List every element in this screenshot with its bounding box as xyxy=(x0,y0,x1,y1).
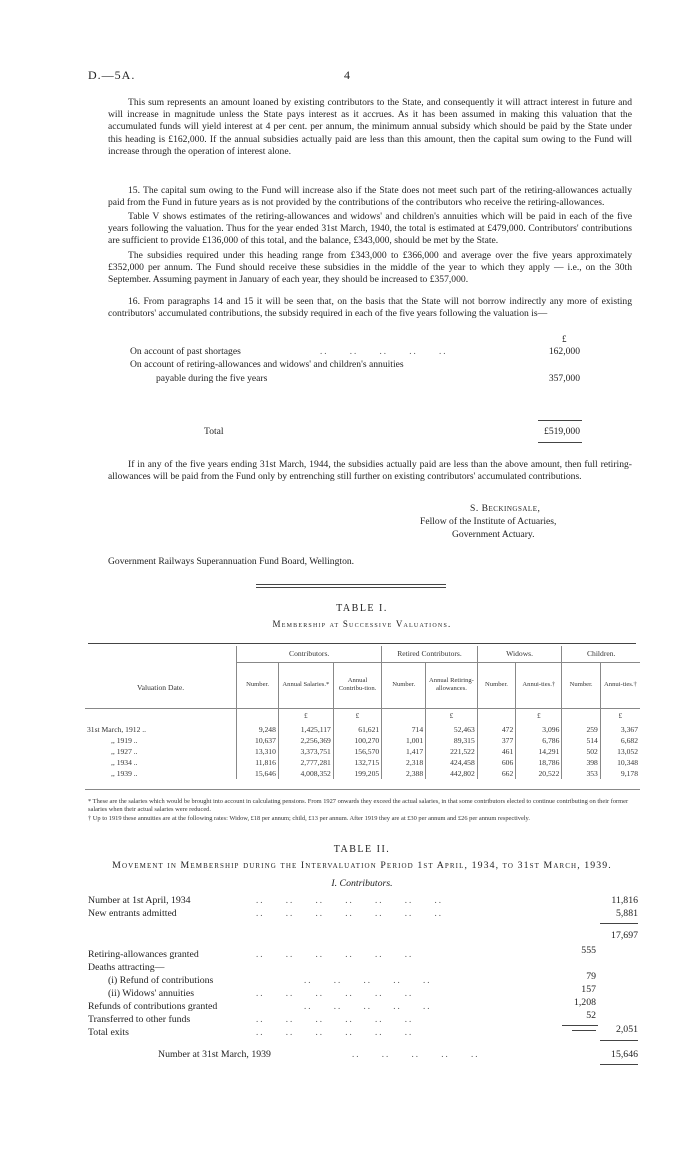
cell-children-annuities: 10,348 xyxy=(600,757,640,768)
cell-children-number: 398 xyxy=(562,757,600,768)
subsidy-row-past-shortages xyxy=(130,346,580,358)
cell-contributors-number: 9,248 xyxy=(237,724,279,735)
exits-dash xyxy=(572,1030,596,1031)
line-new-value: 5,881 xyxy=(615,908,638,919)
cell-widows-annuities: 14,291 xyxy=(516,746,562,757)
table-row xyxy=(85,768,640,779)
cell-children-annuities: 13,052 xyxy=(600,746,640,757)
subhead-number: Number. xyxy=(562,662,600,708)
line-end-label: Number at 31st March, 1939 xyxy=(158,1049,271,1060)
dot-leader: .. .. .. .. .. .. xyxy=(256,988,414,998)
cell-widows-number: 461 xyxy=(477,746,515,757)
dot-leader: .. .. .. .. .. .. xyxy=(256,1014,414,1024)
cell-contributions: 132,715 xyxy=(333,757,381,768)
cell-contributions: 199,205 xyxy=(333,768,381,779)
unit-label: £ xyxy=(516,708,562,724)
cell-children-annuities: 9,178 xyxy=(600,768,640,779)
subsidy-row-label: On account of retiring-allowances and widows' and children's annuities xyxy=(130,359,404,370)
currency-symbol: £ xyxy=(562,334,567,344)
section-divider xyxy=(256,587,446,588)
board-address: Government Railways Superannuation Fund Board, Wellington. xyxy=(108,556,355,567)
line-retiring-value: 555 xyxy=(581,945,596,956)
line-widows-label: (ii) Widows' annuities xyxy=(108,988,195,999)
cell-retiring-allowances: 442,802 xyxy=(426,768,478,779)
table-row xyxy=(85,757,640,768)
cell-contributions: 100,270 xyxy=(333,735,381,746)
line-new-label: New entrants admitted xyxy=(88,908,177,919)
table2-title: TABLE II. xyxy=(333,844,391,855)
cell-widows-annuities: 3,096 xyxy=(516,724,562,735)
subsidy-row-value: 162,000 xyxy=(548,346,580,357)
cell-salaries: 1,425,117 xyxy=(278,724,333,735)
cell-contributions: 61,621 xyxy=(333,724,381,735)
dot-leader: .. .. .. .. .. .. .. xyxy=(256,908,443,918)
exits-rule xyxy=(562,1025,598,1026)
line-refund-label: (i) Refund of contributions xyxy=(108,975,214,986)
total-rule xyxy=(538,420,582,421)
cell-contributors-number: 11,816 xyxy=(237,757,279,768)
subhead-number: Number. xyxy=(382,662,426,708)
table1-title: TABLE I. xyxy=(336,603,388,614)
subsidy-row-label-cont: payable during the five years xyxy=(156,373,268,384)
cell-widows-number: 662 xyxy=(477,768,515,779)
line-refund-value: 79 xyxy=(586,971,596,982)
cell-widows-annuities: 20,522 xyxy=(516,768,562,779)
line-exits-label: Total exits xyxy=(88,1027,129,1038)
table-row xyxy=(85,746,640,757)
subhead-annual-contribution: Annual Contribu-tion. xyxy=(333,662,381,708)
line-end-value: 15,646 xyxy=(611,1049,638,1060)
cell-salaries: 2,256,369 xyxy=(278,735,333,746)
dot-leader: .. .. .. .. .. xyxy=(304,975,432,985)
cell-children-number: 514 xyxy=(562,735,600,746)
paragraph-15: 15. The capital sum owing to the Fund will increase also if the State does not meet such part of the retiring-allowances actually paid from the Fund in future years as is not provided by the contributions of the contributors who receive the retiring-allowances. xyxy=(108,185,632,209)
cell-children-annuities: 3,367 xyxy=(600,724,640,735)
cell-retired-number: 714 xyxy=(382,724,426,735)
subhead-annual-retiring: Annual Retiring-allowances. xyxy=(426,662,478,708)
cell-widows-annuities: 18,786 xyxy=(516,757,562,768)
line-deaths-label: Deaths attracting— xyxy=(88,962,165,973)
line-subtotal-value: 17,697 xyxy=(611,930,638,941)
cell-widows-number: 472 xyxy=(477,724,515,735)
dot-leader: .. .. .. .. .. .. xyxy=(256,1027,414,1037)
row-date: ,, 1934 .. xyxy=(111,758,138,767)
row-date: ,, 1939 .. xyxy=(111,769,138,778)
subsidy-row-retiring-cont xyxy=(130,373,580,385)
line-transfer-label: Transferred to other funds xyxy=(88,1014,191,1025)
cell-retiring-allowances: 89,315 xyxy=(426,735,478,746)
paragraph-subsidies: The subsidies required under this heading range from £343,000 to £366,000 and average over the five years approximately £352,000 per annum. The Fund should receive these subsidies in the middle of the year to which they apply — i.e., on the 30th September. Assuming payment in January of each year, they should be increased to £357,000. xyxy=(108,250,632,286)
subsidy-row-value: 357,000 xyxy=(548,373,580,384)
cell-contributions: 156,570 xyxy=(333,746,381,757)
group-contributors: Contributors. xyxy=(237,646,382,662)
table1-top-rule xyxy=(88,643,636,644)
cell-retiring-allowances: 52,463 xyxy=(426,724,478,735)
subsidy-row-label: On account of past shortages xyxy=(130,346,241,357)
end-rule-bottom xyxy=(600,1064,638,1065)
subhead-number: Number. xyxy=(477,662,515,708)
cell-contributors-number: 15,646 xyxy=(237,768,279,779)
table1-subtitle: Membership at Successive Valuations. xyxy=(272,619,452,629)
footnote-annuities: † Up to 1919 these annuities are at the following rates: Widow, £18 per annum; child, £13 per annum. After 1919 they are at £30 per annum and £26 per annum respectively. xyxy=(88,815,530,822)
cell-children-annuities: 6,682 xyxy=(600,735,640,746)
line-refunds-value: 1,208 xyxy=(573,997,596,1008)
signature-title: Fellow of the Institute of Actuaries, xyxy=(420,516,557,527)
col-valuation-date: Valuation Date. xyxy=(136,683,185,693)
group-retired: Retired Contributors. xyxy=(382,646,478,662)
line-refunds-label: Refunds of contributions granted xyxy=(88,1001,218,1012)
cell-retired-number: 1,417 xyxy=(382,746,426,757)
total-rule-bottom xyxy=(538,442,582,443)
cell-widows-number: 606 xyxy=(477,757,515,768)
subsidy-total xyxy=(130,426,580,438)
cell-retiring-allowances: 221,522 xyxy=(426,746,478,757)
paragraph-16: 16. From paragraphs 14 and 15 it will be seen that, on the basis that the State will not borrow indirectly any more of existing contributors' accumulated contributions, the subsidy required in each of the five years following the valuation is— xyxy=(108,296,632,320)
subsidy-total-label: Total xyxy=(204,426,224,437)
unit-label: £ xyxy=(600,708,640,724)
paragraph-conclusion: If in any of the five years ending 31st March, 1944, the subsidies actually paid are less than the above amount, then full retiring-allowances will be paid from the Fund only by entrenching still further on existing contributors' accumulated contributions. xyxy=(108,459,632,483)
table-row xyxy=(85,724,640,735)
table2-subtitle: Movement in Membership during the Intervaluation Period 1st April, 1934, to 31st March, 1939. xyxy=(112,860,612,871)
row-date: 31st March, 1912 .. xyxy=(87,725,147,734)
footnote-salaries: * These are the salaries which would be brought into account in calculating pensions. From 1927 onwards they exceed the actual salaries, in that some contributors elected to continue contributing on their former salaries when their actual salaries were reduced. xyxy=(88,798,629,814)
cell-retired-number: 1,001 xyxy=(382,735,426,746)
line-start-label: Number at 1st April, 1934 xyxy=(88,895,191,906)
signature-role: Government Actuary. xyxy=(452,529,535,540)
section-divider xyxy=(256,584,446,585)
group-children: Children. xyxy=(562,646,640,662)
table2-section: I. Contributors. xyxy=(331,878,393,889)
signature-name: S. Beckingsale, xyxy=(470,503,541,514)
cell-retired-number: 2,318 xyxy=(382,757,426,768)
cell-children-number: 353 xyxy=(562,768,600,779)
dot-leader: .. .. .. .. .. .. xyxy=(256,949,414,959)
cell-retiring-allowances: 424,458 xyxy=(426,757,478,768)
subtotal-rule xyxy=(600,923,638,924)
cell-children-number: 502 xyxy=(562,746,600,757)
line-transfer-value: 52 xyxy=(586,1010,596,1021)
cell-retired-number: 2,388 xyxy=(382,768,426,779)
cell-salaries: 4,008,352 xyxy=(278,768,333,779)
dot-leader: .. .. .. .. .. .. .. xyxy=(256,895,443,905)
unit-label: £ xyxy=(333,708,381,724)
subhead-annuities: Annui-ties.† xyxy=(516,662,562,708)
cell-salaries: 2,777,281 xyxy=(278,757,333,768)
cell-widows-number: 377 xyxy=(477,735,515,746)
unit-label: £ xyxy=(426,708,478,724)
dot-leader: .. .. .. .. .. xyxy=(352,1049,480,1059)
cell-contributors-number: 10,637 xyxy=(237,735,279,746)
subhead-annuities: Annui-ties.† xyxy=(600,662,640,708)
line-exits-value: 2,051 xyxy=(615,1024,638,1035)
document-reference: D.—5A. xyxy=(88,68,136,82)
dot-leader: .. .. .. .. .. xyxy=(304,1001,432,1011)
unit-label: £ xyxy=(278,708,333,724)
cell-salaries: 3,373,751 xyxy=(278,746,333,757)
cell-children-number: 259 xyxy=(562,724,600,735)
page-number: 4 xyxy=(344,68,350,82)
row-date: ,, 1919 .. xyxy=(111,736,138,745)
end-rule xyxy=(600,1040,638,1041)
subhead-number: Number. xyxy=(237,662,279,708)
subsidy-total-value: £519,000 xyxy=(544,426,580,437)
paragraph-table-v: Table V shows estimates of the retiring-allowances and widows' and children's annuities which will be paid in each of the five years following the valuation. Thus for the year ended 31st March, 1940, the total is estimated at £479,000. Contributors' contributions are sufficient to provide £136,000 of this total, and the balance, £343,000, should be met by the State. xyxy=(108,211,632,247)
dot-leader: .. .. .. .. .. xyxy=(320,346,448,356)
subhead-annual-salaries: Annual Salaries.* xyxy=(278,662,333,708)
line-widows-value: 157 xyxy=(581,984,596,995)
table-row xyxy=(85,735,640,746)
subsidy-table xyxy=(130,346,580,385)
cell-widows-annuities: 6,786 xyxy=(516,735,562,746)
group-widows: Widows. xyxy=(477,646,562,662)
subsidy-row-retiring xyxy=(130,359,580,371)
membership-table xyxy=(85,646,640,790)
row-date: ,, 1927 .. xyxy=(111,747,138,756)
paragraph-interest: This sum represents an amount loaned by existing contributors to the State, and consequently it will attract interest in future and will increase in magnitude unless the State pays interest as it accrues. As it has been assumed in making this valuation that the accumulated funds will yield interest at 4 per cent. per annum, the minimum annual subsidy which should be paid by the State under this heading is £162,000. If the annual subsidies actually paid are less than this amount, then the capital sum owing to the Fund will increase through the operation of interest alone. xyxy=(108,97,632,157)
cell-contributors-number: 13,310 xyxy=(237,746,279,757)
line-start-value: 11,816 xyxy=(611,895,638,906)
line-retiring-label: Retiring-allowances granted xyxy=(88,949,199,960)
